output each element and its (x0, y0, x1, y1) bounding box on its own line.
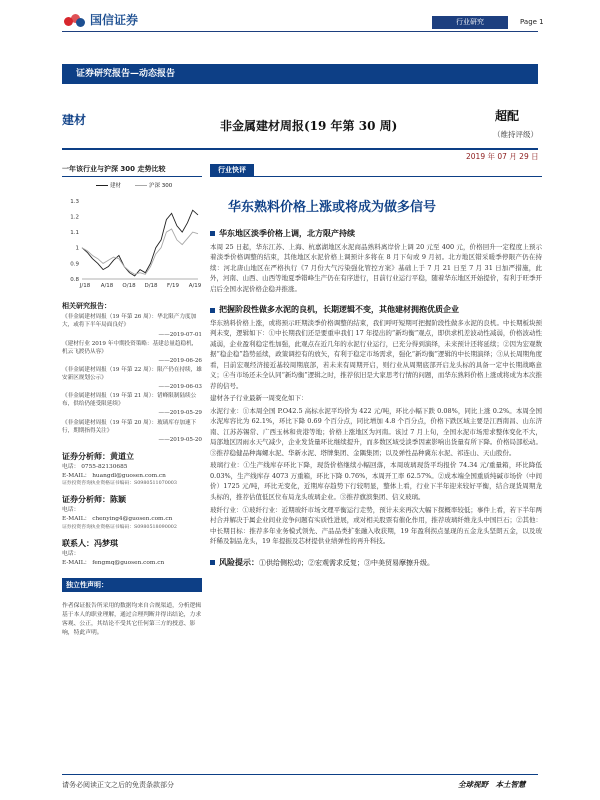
related-item (62, 392, 202, 417)
related-heading: 相关研究报告： (62, 302, 111, 311)
related-date: ——2019-05-29 (158, 410, 202, 417)
sidebar (62, 164, 202, 567)
analyst-name: 陈颖 (110, 495, 126, 505)
analyst-row (62, 451, 202, 463)
x-tick-label: D/18 (144, 283, 158, 290)
y-tick-label: 1.2 (70, 214, 79, 221)
analyst-license: 证券投资咨询执业资格证书编码：S0980518090002 (62, 524, 177, 530)
related-title: 《建材行业 2019 年中期投资策略：基建总量趋稳机，机云飞渡仍从容》 (62, 340, 198, 355)
footer-note: 请务必阅读正文之后的免责条款部分 (62, 781, 174, 789)
bullet-square-icon (210, 308, 215, 313)
rating: 超配 (495, 109, 520, 123)
y-tick-label: 1.1 (70, 230, 79, 237)
paragraph: 本周 25 日起，华东江苏、上海、杭嘉湖地区水泥商品熟料离岸价上调 20 元至 400 元，价格回升一定程度上预示着淡季价格调整的结束，其他地区水泥价格上调预计多将在 8 月下旬或 9 月初。北方地区错采暖季停限产仍在持续：河北唐山地区在严格执行《7 月份大气污染强化管控方案》基础上于 7 月 21 日至 7 月 31 日加严措施，此外，河南、山西、山西等地夏季错峰生产仍在有序进行，目前行业运行平稳，随着华东地区开始提价，有利于旺季开启后全国水泥价格企稳并推涨。 (210, 242, 542, 293)
analysts (62, 451, 202, 568)
performance-chart (62, 181, 202, 295)
y-tick-label: 1 (75, 245, 79, 252)
bullet-square-icon (210, 560, 215, 565)
related-title: 《非金属建材周报（19 年第 22 周）：限产仍在持续，雄安新区规划公示》 (62, 366, 202, 382)
headline: 华东熟料价格上涨或将成为做多信号 (228, 200, 437, 216)
chart-heading: 一年该行业与沪深 300 走势比较 (62, 164, 202, 177)
y-tick-label: 0.9 (70, 261, 79, 268)
paragraph: 建材各子行业最新一周变化如下： (210, 394, 308, 403)
related-date: ——2019-05-20 (158, 436, 202, 443)
related-date: ——2019-07-01 (158, 331, 202, 338)
related-item (62, 340, 202, 365)
section-bullet (210, 228, 542, 240)
analyst-phone: 电话： 0755-82130685 (62, 463, 128, 470)
analyst-block (62, 494, 202, 531)
report-title: 非金属建材周报(19 年第 30 周) (220, 119, 398, 133)
related-list (62, 313, 202, 444)
page-header (0, 0, 600, 60)
category-rule (210, 176, 542, 177)
header-tag: 行业研究 (432, 16, 508, 29)
report-type-band: 证券研究报告—动态报告 (62, 64, 538, 84)
contact-row (62, 538, 202, 550)
contact-email: E-MAIL： fengmq@guosen.com.cn (62, 559, 165, 566)
legend-item-sector: 建材 (96, 183, 121, 191)
footer-rule (62, 774, 538, 775)
legend-item-index: 沪深 300 (135, 183, 172, 191)
brand-name: 国信证券 (90, 13, 139, 27)
related-item (62, 313, 202, 338)
analyst-name: 黄道立 (110, 451, 134, 461)
report-date: 2019 年 07 月 29 日 (466, 152, 539, 161)
bullet-inline-text: ①供给侧松动；②宏观需求反复；③中美贸易摩擦升级。 (259, 558, 434, 567)
header-rule (62, 31, 538, 32)
y-tick-label: 0.8 (70, 277, 79, 284)
contact-block (62, 538, 202, 567)
analyst-row (62, 494, 202, 506)
brand-logo (64, 12, 138, 29)
independence-statement (62, 578, 202, 638)
page-number: Page 1 (520, 18, 544, 26)
analyst-phone: 电话： (62, 507, 80, 514)
related-date: ——2019-06-03 (158, 384, 202, 391)
x-tick-label: J/18 (79, 283, 91, 290)
bullet-square-icon (210, 231, 215, 236)
sections (210, 228, 542, 568)
related-item (62, 419, 202, 444)
paragraph: 玻璃行业：①生产线库存环比下降，现货价格继续小幅回落，本周玻璃现货平均报价 74.34 元/重量箱，环比降低 0.03%，生产线库存 4073 万重箱，环比下降 0.76%，本周开工率 62.57%。②成本端全国重质纯碱市场价（中间价）1725 元/吨，环比无变化，近期库存趋势下行较明显，整体上看，行业下半年迎来较好平衡，结合现货周期龙头标的，推荐估值低区位布局龙头玻璃企业。③推荐旗滨集团、信义玻璃。 (210, 461, 542, 501)
x-tick-label: O/18 (122, 283, 136, 290)
bullet-text: 风险提示： (219, 556, 259, 567)
contact-role: 联系人： (62, 539, 94, 549)
title-rule (62, 148, 538, 150)
x-tick-label: A/18 (100, 283, 114, 290)
category-tag: 行业快评 (210, 164, 254, 176)
related-date: ——2019-06-26 (158, 357, 202, 364)
related-title: 《非金属建材周报（19 年第 20 周）：玻璃库存加速下行，期期指得关注》 (62, 419, 197, 434)
sector-name: 建材 (62, 113, 87, 127)
section-bullet (210, 304, 542, 316)
related-title: 《非金属建材周报（19 年第 26 周）：华北限产力度加大，或将下半年局面良好》 (62, 314, 197, 329)
paragraph: 水泥行业：①本周全国 P.O42.5 高标水泥平均价为 422 元/吨，环比小幅下跌 0.08%，同比上涨 0.2%。本周全国水泥库容比为 62.1%，环比下降 0.69 个百分点，同比增加 4.8 个百分点，价格下跌区域主要是江西南昌、山东济南、江苏苏锡常、广西玉林和贵港等地；价格上涨地区为河南。该过 7 月上旬，全国水泥市场需求整体变化不大，局部地区因雨水天气减少，企业发货量环比继续提升，而多数区域受淡季因素影响出货量有所下降。价格局部松动。③推荐稳健品种海螺水泥、华新水泥、塔牌集团、金隅集团；以及弹性品种冀东水泥、祁连山、天山股份。 (210, 406, 542, 457)
main-content (210, 164, 542, 568)
logo-mark-icon (64, 14, 86, 28)
related-item (62, 366, 202, 391)
series-line-1 (82, 229, 198, 274)
x-tick-label: A/19 (188, 283, 202, 290)
paragraph: 华东熟料价格上涨，或将预示旺期淡季价格调整的结束，我们呼吁短期可把握阶段性做多水泥的良机。中长期板块预判未变，逻辑如下：①中长期我们还是要重申我们 17 年提出的“新均衡”观点，即供求机差波动性减弱，价格波动性减弱，企业盈利稳定性加强，此观点在近几年的水泥行业运行，已充分得到演绎，未来预计还将延续；②因为宏观数据“稳企稳”趋势延续，政策调控有的放矢，有利于稳定市场需求，强化“新均衡”逻辑的中长期演绎；③从长周期角度看，目前宏观经济接近基较周期底部，若未来有周期开启，则行业从周期底部开启龙头标的具备一定中长期战略意义；④当市场还未全认同“新均衡”逻辑之时，推荐依旧是大家思考行情的问题，而华东熟料价格上涨或将成为本次推荐的信号。 (210, 318, 542, 390)
analyst-license: 证券投资咨询执业资格证书编码：S0980511070003 (62, 481, 177, 487)
contact-phone: 电话： (62, 551, 80, 558)
chart-svg (62, 181, 202, 295)
analyst-email: E-MAIL： huangdl@guosen.com.cn (62, 472, 166, 479)
footer-slogan: 全球视野 本土智慧 (458, 780, 526, 789)
bullet-text: 华东地区淡季价格上调，北方限产持续 (219, 227, 355, 238)
bullet-text: 把握阶段性做多水泥的良机，长期逻辑不变，其他建材拥抱优质企业 (219, 304, 459, 315)
analyst-email: E-MAIL： chenying4@guosen.com.cn (62, 516, 173, 523)
chart-legend (96, 183, 172, 191)
analyst-role: 证券分析师： (62, 451, 110, 461)
analyst-role: 证券分析师： (62, 495, 110, 505)
analyst-block (62, 451, 202, 488)
rating-sub: （维持评级） (493, 130, 538, 139)
disclaimer-heading: 独立性声明： (62, 578, 202, 592)
disclaimer-text: 作者保证报告所采用的数据均来自合规渠道，分析逻辑基于本人的职业理解，通过合理判断并得出结论，力求客观、公正，其结论不受其它任何第三方的授意、影响，特此声明。 (62, 603, 202, 637)
paragraph: 玻纤行业：①玻纤行业：近期玻纤市场文理平衡运行走势，预计未来再次大幅下探概率较低；事件上看，若下半年两村合并解决于属企业间业竞争问题有实质性进展，或对相关股票有催化作用，推荐玻璃纤维龙头中国巨石；②其他：中长期目标：推荐多年业务模式领先、产品品类扩张融入收获期，19 年盈利拐点显现的五金龙头坚朗五金，以及玻纤稀及制品龙头，19 年提振及芯材提供业绩弹性的再升科技。 (210, 505, 542, 546)
related-title: 《非金属建材周报（19 年第 21 周）：错峰限制陆续公布，供给仍能受限延续》 (62, 393, 197, 408)
x-tick-label: F/19 (166, 283, 180, 290)
section-bullet (210, 557, 542, 569)
contact-name: 冯梦琪 (94, 539, 118, 549)
y-tick-label: 1.3 (70, 198, 79, 205)
